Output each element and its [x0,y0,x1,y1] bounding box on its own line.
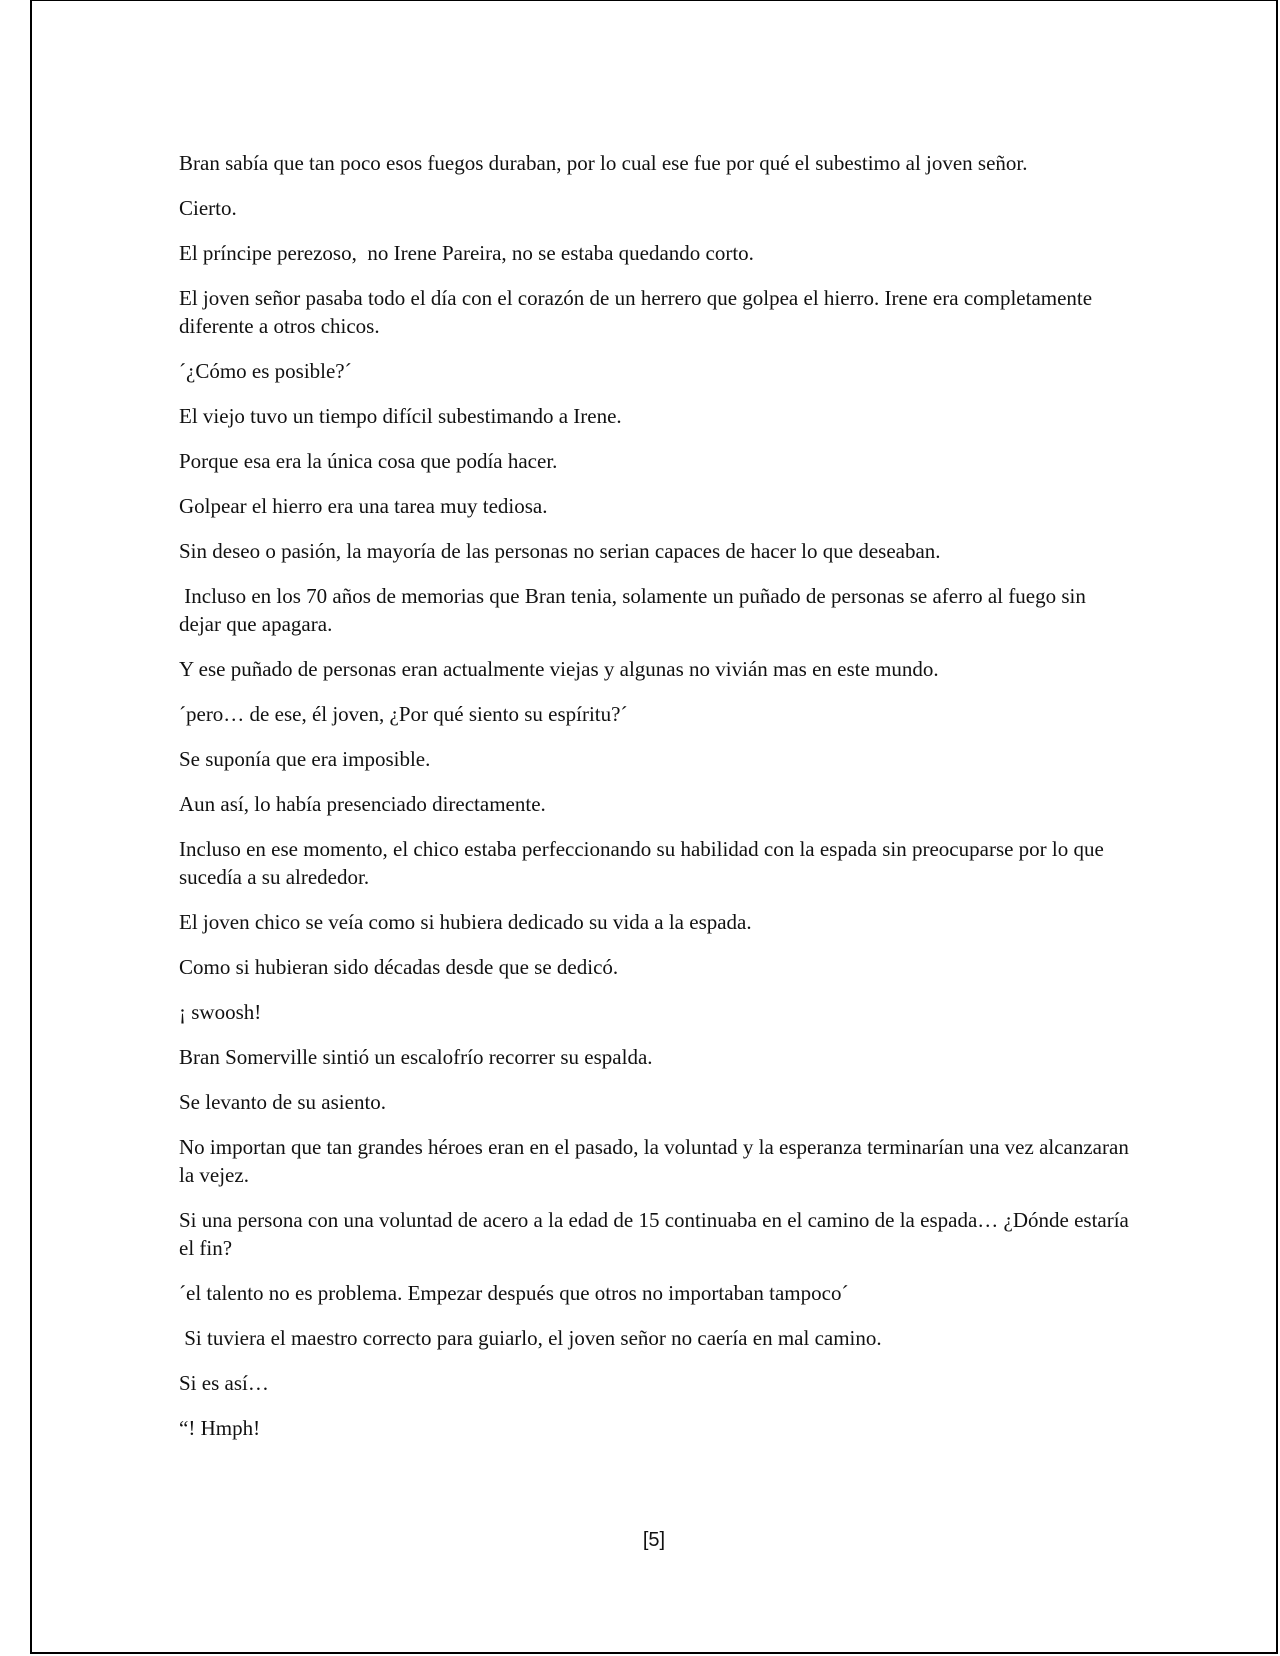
paragraph: ´¿Cómo es posible?´ [179,359,352,383]
paragraph: Golpear el hierro era una tarea muy tediosa. [179,494,548,518]
paragraph: Como si hubieran sido décadas desde que se dedicó. [179,955,619,979]
document-page [30,0,1278,1654]
paragraph: Y ese puñado de personas eran actualmente viejas y algunas no vivián mas en este mundo. [179,657,939,681]
paragraph: ´pero… de ese, él joven, ¿Por qué siento su espíritu?´ [179,702,628,726]
paragraph: Se suponía que era imposible. [179,747,431,771]
paragraph: El joven chico se veía como si hubiera dedicado su vida a la espada. [179,910,752,934]
page-number: [5] [642,1529,666,1551]
paragraph: Si una persona con una voluntad de acero a la edad de 15 continuaba en el camino de la espada… ¿Dónde estaría el fin? [179,1208,1135,1260]
paragraph: ´el talento no es problema. Empezar después que otros no importaban tampoco´ [179,1281,849,1305]
paragraph: Bran sabía que tan poco esos fuegos duraban, por lo cual ese fue por qué el subestimo al joven señor. [179,151,1028,175]
paragraph: Sin deseo o pasión, la mayoría de las personas no serian capaces de hacer lo que deseaban. [179,539,941,563]
paragraph: “! Hmph! [179,1416,261,1440]
paragraph: El príncipe perezoso, no Irene Pareira, no se estaba quedando corto. [179,241,754,265]
paragraph: Aun así, lo había presenciado directamente. [179,792,546,816]
paragraph: El joven señor pasaba todo el día con el corazón de un herrero que golpea el hierro. Irene era completamente diferente a otros chicos. [179,286,1098,338]
paragraph: Incluso en ese momento, el chico estaba perfeccionando su habilidad con la espada sin preocuparse por lo que sucedía a su alrededor. [179,837,1110,889]
paragraph: Porque esa era la única cosa que podía hacer. [179,449,558,473]
paragraph: Cierto. [179,196,237,220]
paragraph: Incluso en los 70 años de memorias que Bran tenia, solamente un puñado de personas se aferro al fuego sin dejar que apagara. [179,584,1092,636]
paragraph: ¡ swoosh! [179,1000,262,1024]
body-text [179,149,1135,1459]
paragraph: Se levanto de su asiento. [179,1090,387,1114]
paragraph: Si es así… [179,1371,269,1395]
paragraph: Bran Somerville sintió un escalofrío recorrer su espalda. [179,1045,653,1069]
paragraph: No importan que tan grandes héroes eran en el pasado, la voluntad y la esperanza terminarían una vez alcanzaran la vejez. [179,1135,1135,1187]
paragraph: Si tuviera el maestro correcto para guiarlo, el joven señor no caería en mal camino. [179,1326,882,1350]
paragraph: El viejo tuvo un tiempo difícil subestimando a Irene. [179,404,622,428]
